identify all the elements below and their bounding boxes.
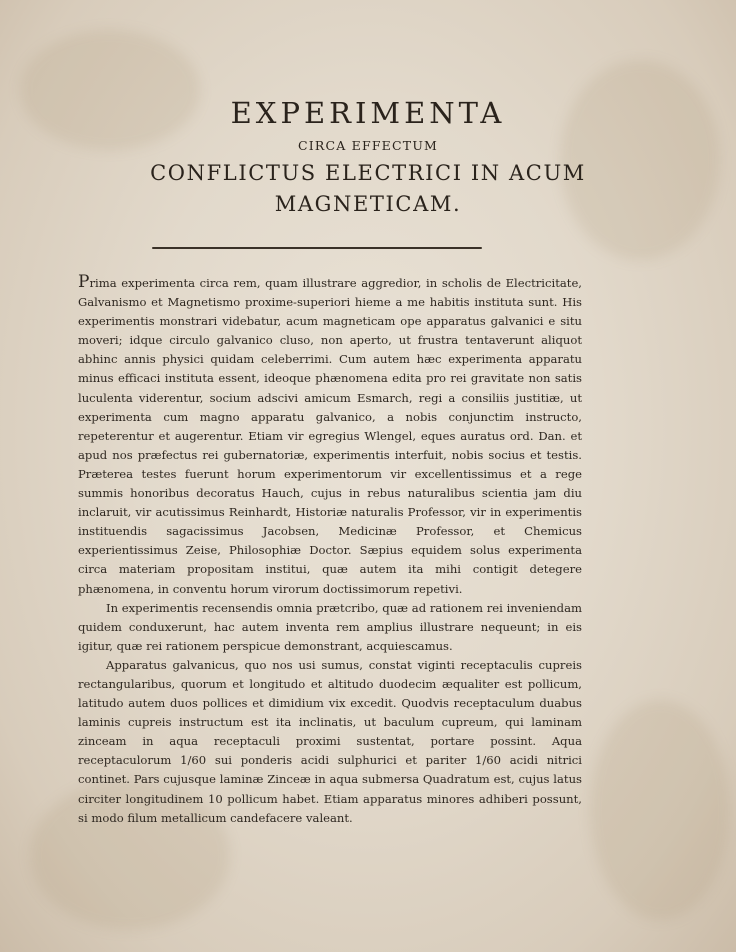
paper-stain	[590, 700, 730, 920]
title-line-3: CONFLICTUS ELECTRICI IN ACUM	[150, 161, 586, 185]
paragraph-1	[78, 274, 582, 599]
title-subtitle: CIRCA EFFECTUM	[297, 138, 439, 153]
paragraph-3: Apparatus galvanicus, quo nos usi sumus, constat viginti receptaculis cupreis rectangularibus, quorum et longitudo et altitudo duodecim æqualiter est pollicum, latitudo autem duos pollices et dimidium vix excedit. Quodvis receptaculum duabus laminis cupreis instructum est ita inclinatis, ut baculum cupreum, qui laminam zinceam in aqua receptaculi proximi sustentat, portare possint. Aqua receptaculorum 1/60 sui ponderis acidi sulphurici et pariter 1/60 acidi nitrici continet. Pars cujusque laminæ Zinceæ in aqua submersa Quadratum est, cujus latus circiter longitudinem 10 pollicum habet. Etiam apparatus minores adhiberi possunt, si modo filum metallicum candefacere valeant.	[78, 657, 582, 825]
title-main: EXPERIMENTA	[230, 96, 506, 130]
title-line-4: MAGNETICAM.	[274, 192, 462, 216]
body-text	[78, 274, 582, 828]
title-divider	[152, 247, 482, 249]
title-block	[0, 92, 736, 220]
drop-cap: P	[78, 272, 90, 292]
paragraph-2: In experimentis recensendis omnia prætcribo, quæ ad rationem rei inveniendam quidem conduxerunt, hac autem inventa rem amplius illustrare nequeunt; in eis igitur, quæ rei rationem perspicue demonstrant, acquiescamus.	[78, 600, 582, 653]
paragraph-1-text: rima experimenta circa rem, quam illustrare aggredior, in scholis de Electricitate, Galvanismo et Magnetismo proxime-superiori hieme a me habitis instituta sunt. His experimentis monstrari videbatur, acum magneticam ope apparatus galvanici e situ moveri; idque circulo galvanico cluso, non aperto, ut frustra tentaverunt aliquot abhinc annis physici quidam celeberrimi. Cum autem hæc experimenta apparatu minus efficaci instituta essent, ideoque phænomena edita pro rei gravitate non satis luculenta viderentur, socium adscivi amicum Esmarch, regi a consiliis justitiæ, ut experimenta cum magno apparatu galvanico, a nobis conjunctim instructo, repeterentur et augerentur. Etiam vir egregius Wlengel, eques auratus ord. Dan. et apud nos præfectus rei gubernatoriæ, experimentis interfuit, nobis socius et testis. Præterea testes fuerunt horum experimentorum vir excellentissimus et a rege summis honoribus decoratus Hauch, cujus in rebus naturalibus scientia jam diu inclaruit, vir acutissimus Reinhardt, Historiæ naturalis Professor, vir in experimentis instituendis sagacissimus Jacobsen, Medicinæ Professor, et Chemicus experientissimus Zeise, Philosophiæ Doctor. Sæpius equidem solus experimenta circa materiam propositam institui, quæ autem ita mihi contigit detegere phænomena, in conventu horum virorum doctissimorum repetivi.	[78, 276, 582, 596]
